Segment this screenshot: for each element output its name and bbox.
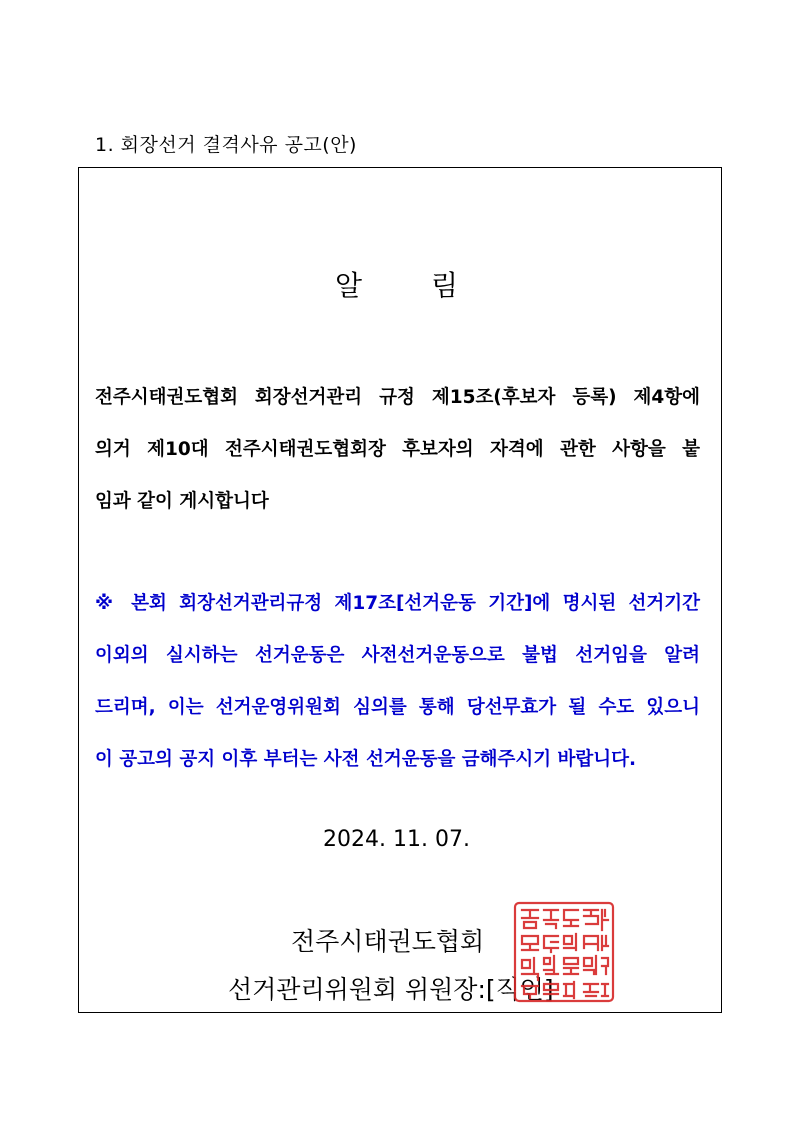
signatory-line: 선거관리위원회 위원장:[직인] — [228, 975, 554, 1004]
main-paragraph — [95, 372, 700, 528]
warning-line: 드리며, 이는 선거운영위원회 심의를 통해 당선무효가 될 수도 있으니 — [95, 697, 700, 718]
main-line: 임과 같이 게시합니다 — [95, 491, 269, 512]
section-heading: 1. 회장선거 결격사유 공고(안) — [95, 134, 357, 156]
warning-line: 이외의 실시하는 선거운동은 사전선거운동으로 불법 선거임을 알려 — [95, 645, 700, 666]
warning-line: ※ 본회 회장선거관리규정 제17조[선거운동 기간]에 명시된 선거기간 — [95, 593, 700, 614]
warning-paragraph — [95, 578, 700, 786]
main-line: 의거 제10대 전주시태권도협회장 후보자의 자격에 관한 사항을 붙 — [95, 439, 700, 460]
main-line: 전주시태권도협회 회장선거관리 규정 제15조(후보자 등록) 제4항에 — [95, 387, 700, 408]
warning-line: 이 공고의 공지 이후 부터는 사전 선거운동을 금해주시기 바랍니다. — [95, 749, 637, 770]
official-seal-icon — [512, 900, 616, 1004]
notice-title: 알 림 — [335, 269, 458, 302]
organization-name: 전주시태권도협회 — [291, 927, 485, 956]
notice-date: 2024. 11. 07. — [323, 827, 470, 852]
